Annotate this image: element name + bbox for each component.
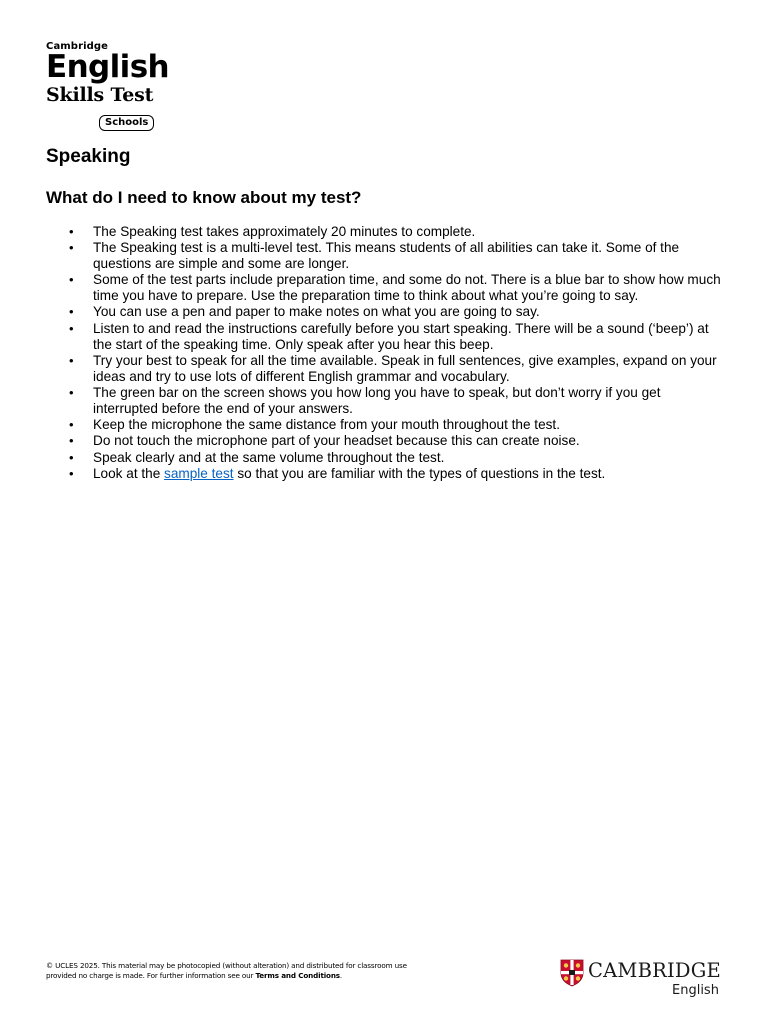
list-item (67, 466, 727, 482)
copyright-line-1: © UCLES 2025. This material may be photocopied (without alteration) and distributed for classroom use (46, 961, 407, 970)
bullet-icon: • (69, 304, 74, 320)
list-item-text: The green bar on the screen shows you how long you have to speak, but don’t worry if you get interrupted before the end of your answers. (93, 384, 661, 416)
section-heading: What do I need to know about my test? (46, 188, 362, 207)
list-item-text: You can use a pen and paper to make notes on what you are going to say. (93, 304, 540, 320)
bullet-icon: • (69, 384, 74, 400)
bullet-icon: • (69, 449, 74, 465)
bullet-icon: • (69, 465, 74, 481)
list-item (67, 433, 727, 449)
copyright-notice (46, 961, 446, 980)
bullet-icon: • (69, 433, 74, 449)
list-item (67, 321, 727, 353)
sample-test-link[interactable]: sample test (164, 465, 234, 481)
list-item-text: Some of the test parts include preparation time, and some do not. There is a blue bar to show how much time you have to prepare. Use the preparation time to think about what you’re going to say. (93, 272, 721, 304)
terms-and-conditions-text: Terms and Conditions (255, 970, 340, 980)
cambridge-english-skills-test-logo (46, 41, 170, 128)
page-title: Speaking (46, 146, 131, 167)
copyright-line-2-text: provided no charge is made. For further information see our (46, 970, 256, 980)
cambridge-shield-icon (560, 959, 584, 987)
list-item-text: The Speaking test is a multi-level test. This means students of all abilities can take it. Some of the questions are simple and some are longer. (93, 240, 680, 272)
list-item-text-before-link: Look at the (93, 465, 165, 481)
logo-cambridge-text: Cambridge (46, 41, 109, 52)
copyright-line-2 (46, 971, 446, 981)
list-item-text: Do not touch the microphone part of your headset because this can create noise. (93, 433, 580, 449)
copyright-line-2-end: . (339, 970, 343, 980)
list-item-text-after-link: so that you are familiar with the types of questions in the test. (233, 465, 606, 481)
list-item (67, 272, 727, 304)
info-bullet-list (67, 224, 727, 482)
bullet-icon: • (69, 272, 74, 288)
list-item-text: The Speaking test takes approximately 20 minutes to complete. (93, 224, 476, 239)
list-item-text: Listen to and read the instructions carefully before you start speaking. There will be a sound (‘beep’) at the start of the speaking time. Only speak after you hear this beep. (93, 320, 709, 352)
logo-schools-badge: Schools (99, 115, 154, 131)
bullet-icon: • (69, 240, 74, 256)
cambridge-wordmark: CAMBRIDGE (588, 959, 721, 982)
bullet-icon: • (69, 320, 74, 336)
logo-english-text: English (46, 49, 170, 85)
bullet-icon: • (69, 417, 74, 433)
list-item (67, 240, 727, 272)
english-wordmark: English (672, 983, 719, 998)
list-item (67, 417, 727, 433)
cambridge-english-footer-logo (560, 957, 730, 1001)
bullet-icon: • (69, 224, 74, 239)
list-item-text: Speak clearly and at the same volume throughout the test. (93, 449, 445, 465)
list-item (67, 385, 727, 417)
list-item-text: Keep the microphone the same distance from your mouth throughout the test. (93, 417, 560, 433)
bullet-icon: • (69, 352, 74, 368)
list-item (67, 224, 727, 240)
list-item (67, 353, 727, 385)
list-item-text: Try your best to speak for all the time available. Speak in full sentences, give examples, expand on your ideas and try to use lots of different English grammar and vocabulary. (93, 352, 717, 384)
list-item (67, 450, 727, 466)
list-item (67, 304, 727, 320)
logo-skills-test-text: Skills Test (46, 84, 154, 106)
